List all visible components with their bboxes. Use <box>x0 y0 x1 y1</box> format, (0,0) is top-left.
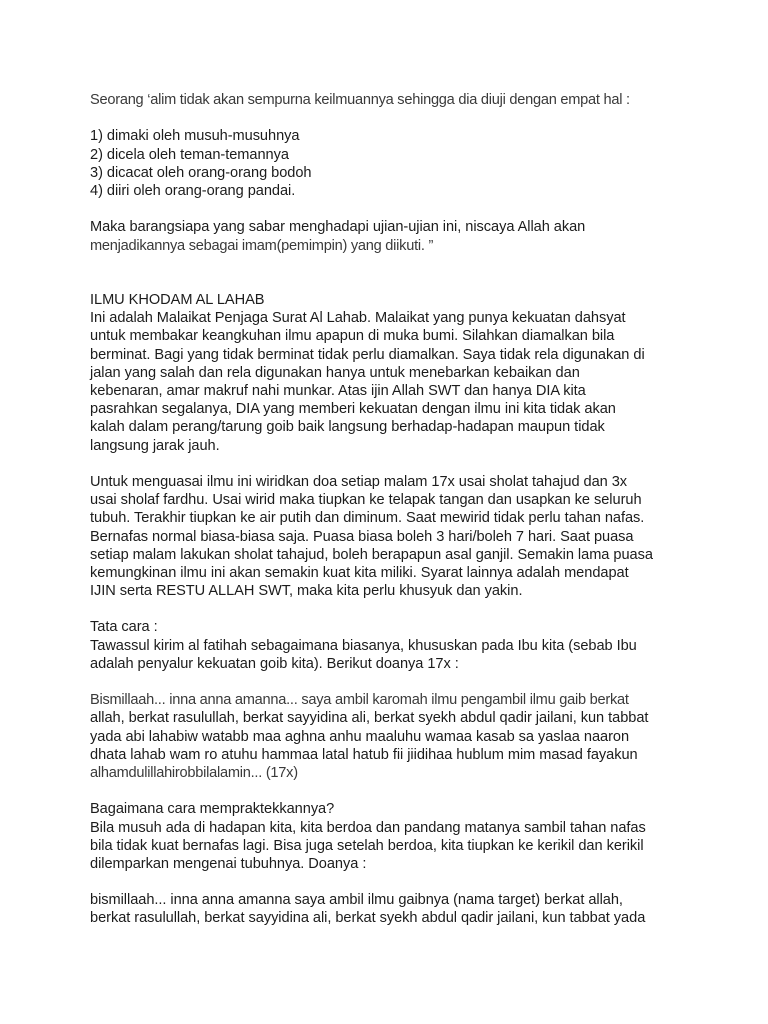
paragraph-line: Ini adalah Malaikat Penjaga Surat Al Lahab. Malaikat yang punya kekuatan dahsyat <box>90 310 626 327</box>
prayer-line: Bismillaah... inna anna amanna... saya ambil karomah ilmu pengambil ilmu gaib berkat <box>90 692 629 709</box>
procedure-heading: Tata cara : <box>90 619 158 636</box>
list-item: 2) dicela oleh teman-temannya <box>90 146 289 163</box>
spacer <box>90 600 690 618</box>
spacer <box>90 873 690 891</box>
paragraph-line: langsung jarak jauh. <box>90 437 220 454</box>
prayer-line: berkat rasulullah, berkat sayyidina ali, berkat syekh abdul qadir jailani, kun tabbat yada <box>90 910 646 927</box>
paragraph-line: bila tidak kuat bernafas lagi. Bisa juga setelah berdoa, kita tiupkan ke kerikil dan kerikil <box>90 837 644 854</box>
paragraph-line: berminat. Bagi yang tidak berminat tidak perlu diamalkan. Saya tidak rela digunakan di <box>90 346 645 363</box>
paragraph-line: Tawassul kirim al fatihah sebagaimana biasanya, khususkan pada Ibu kita (sebab Ibu <box>90 637 637 654</box>
intro-line: Seorang ‘alim tidak akan sempurna keilmuannya sehingga dia diuji dengan empat hal : <box>90 92 630 108</box>
practice-paragraph <box>90 473 690 600</box>
section-title: ILMU KHODAM AL LAHAB <box>90 292 265 309</box>
prayer-line: yada abi lahabiw watabb maa aghna anhu maaluhu wamaa kasab sa yaslaa naaron <box>90 728 630 745</box>
application-heading: Bagaimana cara mempraktekkannya? <box>90 801 335 818</box>
prayer-block-1 <box>90 691 690 782</box>
paragraph-line: setiap malam lakukan sholat tahajud, boleh berapapun asal ganjil. Semakin lama puasa <box>90 546 653 563</box>
list-item: 1) dimaki oleh musuh-musuhnya <box>90 128 300 145</box>
paragraph-line: Untuk menguasai ilmu ini wiridkan doa setiap malam 17x usai sholat tahajud dan 3x <box>90 473 628 490</box>
paragraph-line: dilemparkan mengenai tubuhnya. Doanya : <box>90 855 367 872</box>
paragraph-line: Maka barangsiapa yang sabar menghadapi ujian-ujian ini, niscaya Allah akan <box>90 219 586 236</box>
paragraph-line: kebenaran, amar makruf nahi munkar. Atas ijin Allah SWT dan hanya DIA kita <box>90 383 586 400</box>
paragraph-line: IJIN serta RESTU ALLAH SWT, maka kita perlu khusyuk dan yakin. <box>90 583 523 600</box>
prayer-line: alhamdulillahirobbilalamin... (17x) <box>90 764 298 781</box>
paragraph-line: Bernafas normal biasa-biasa saja. Puasa biasa boleh 3 hari/boleh 7 hari. Saat puasa <box>90 528 634 545</box>
prayer-block-2 <box>90 891 690 927</box>
trial-list <box>90 127 690 200</box>
paragraph-line: kemungkinan ilmu ini akan semakin kuat kita miliki. Syarat lainnya adalah mendapat <box>90 564 629 581</box>
paragraph-line: tubuh. Terakhir tiupkan ke air putih dan diminum. Saat mewirid tidak perlu tahan nafas. <box>90 510 645 527</box>
spacer <box>90 782 690 800</box>
list-item: 3) dicacat oleh orang-orang bodoh <box>90 164 312 181</box>
prayer-line: bismillaah... inna anna amanna saya ambil ilmu gaibnya (nama target) berkat allah, <box>90 892 623 909</box>
procedure-paragraph <box>90 618 690 673</box>
application-paragraph <box>90 800 690 873</box>
paragraph-line: jalan yang salah dan rela digunakan hanya untuk menebarkan kebaikan dan <box>90 364 580 381</box>
paragraph-line: menjadikannya sebagai imam(pemimpin) yang diikuti. ” <box>90 237 434 254</box>
prayer-line: dhata lahab wam ro atuhu hammaa latal hatub fii jiidihaa hublum mim masad fayakun <box>90 746 638 763</box>
spacer <box>90 455 690 473</box>
paragraph-line: adalah penyalur kekuatan goib kita). Berikut doanya 17x : <box>90 655 459 672</box>
paragraph-line: kalah dalam perang/tarung goib baik langsung berhadap-hadapan maupun tidak <box>90 419 605 436</box>
conclusion-paragraph <box>90 218 690 254</box>
spacer <box>90 255 690 291</box>
paragraph-line: usai sholaf fardhu. Usai wirid maka tiupkan ke telapak tangan dan usapkan ke seluruh <box>90 492 642 509</box>
intro-paragraph <box>90 309 690 455</box>
spacer <box>90 200 690 218</box>
paragraph-line: pasrahkan segalanya, DIA yang memberi kekuatan dengan ilmu ini kita tidak akan <box>90 401 616 418</box>
paragraph-line: untuk membakar keangkuhan ilmu apapun di muka bumi. Silahkan diamalkan bila <box>90 328 615 345</box>
document-body <box>90 91 690 928</box>
paragraph-line: Bila musuh ada di hadapan kita, kita berdoa dan pandang matanya sambil tahan nafas <box>90 819 646 836</box>
spacer <box>90 673 690 691</box>
prayer-line: allah, berkat rasulullah, berkat sayyidina ali, berkat syekh abdul qadir jailani, kun tabbat <box>90 710 649 727</box>
spacer <box>90 109 690 127</box>
list-item: 4) diiri oleh orang-orang pandai. <box>90 182 296 199</box>
